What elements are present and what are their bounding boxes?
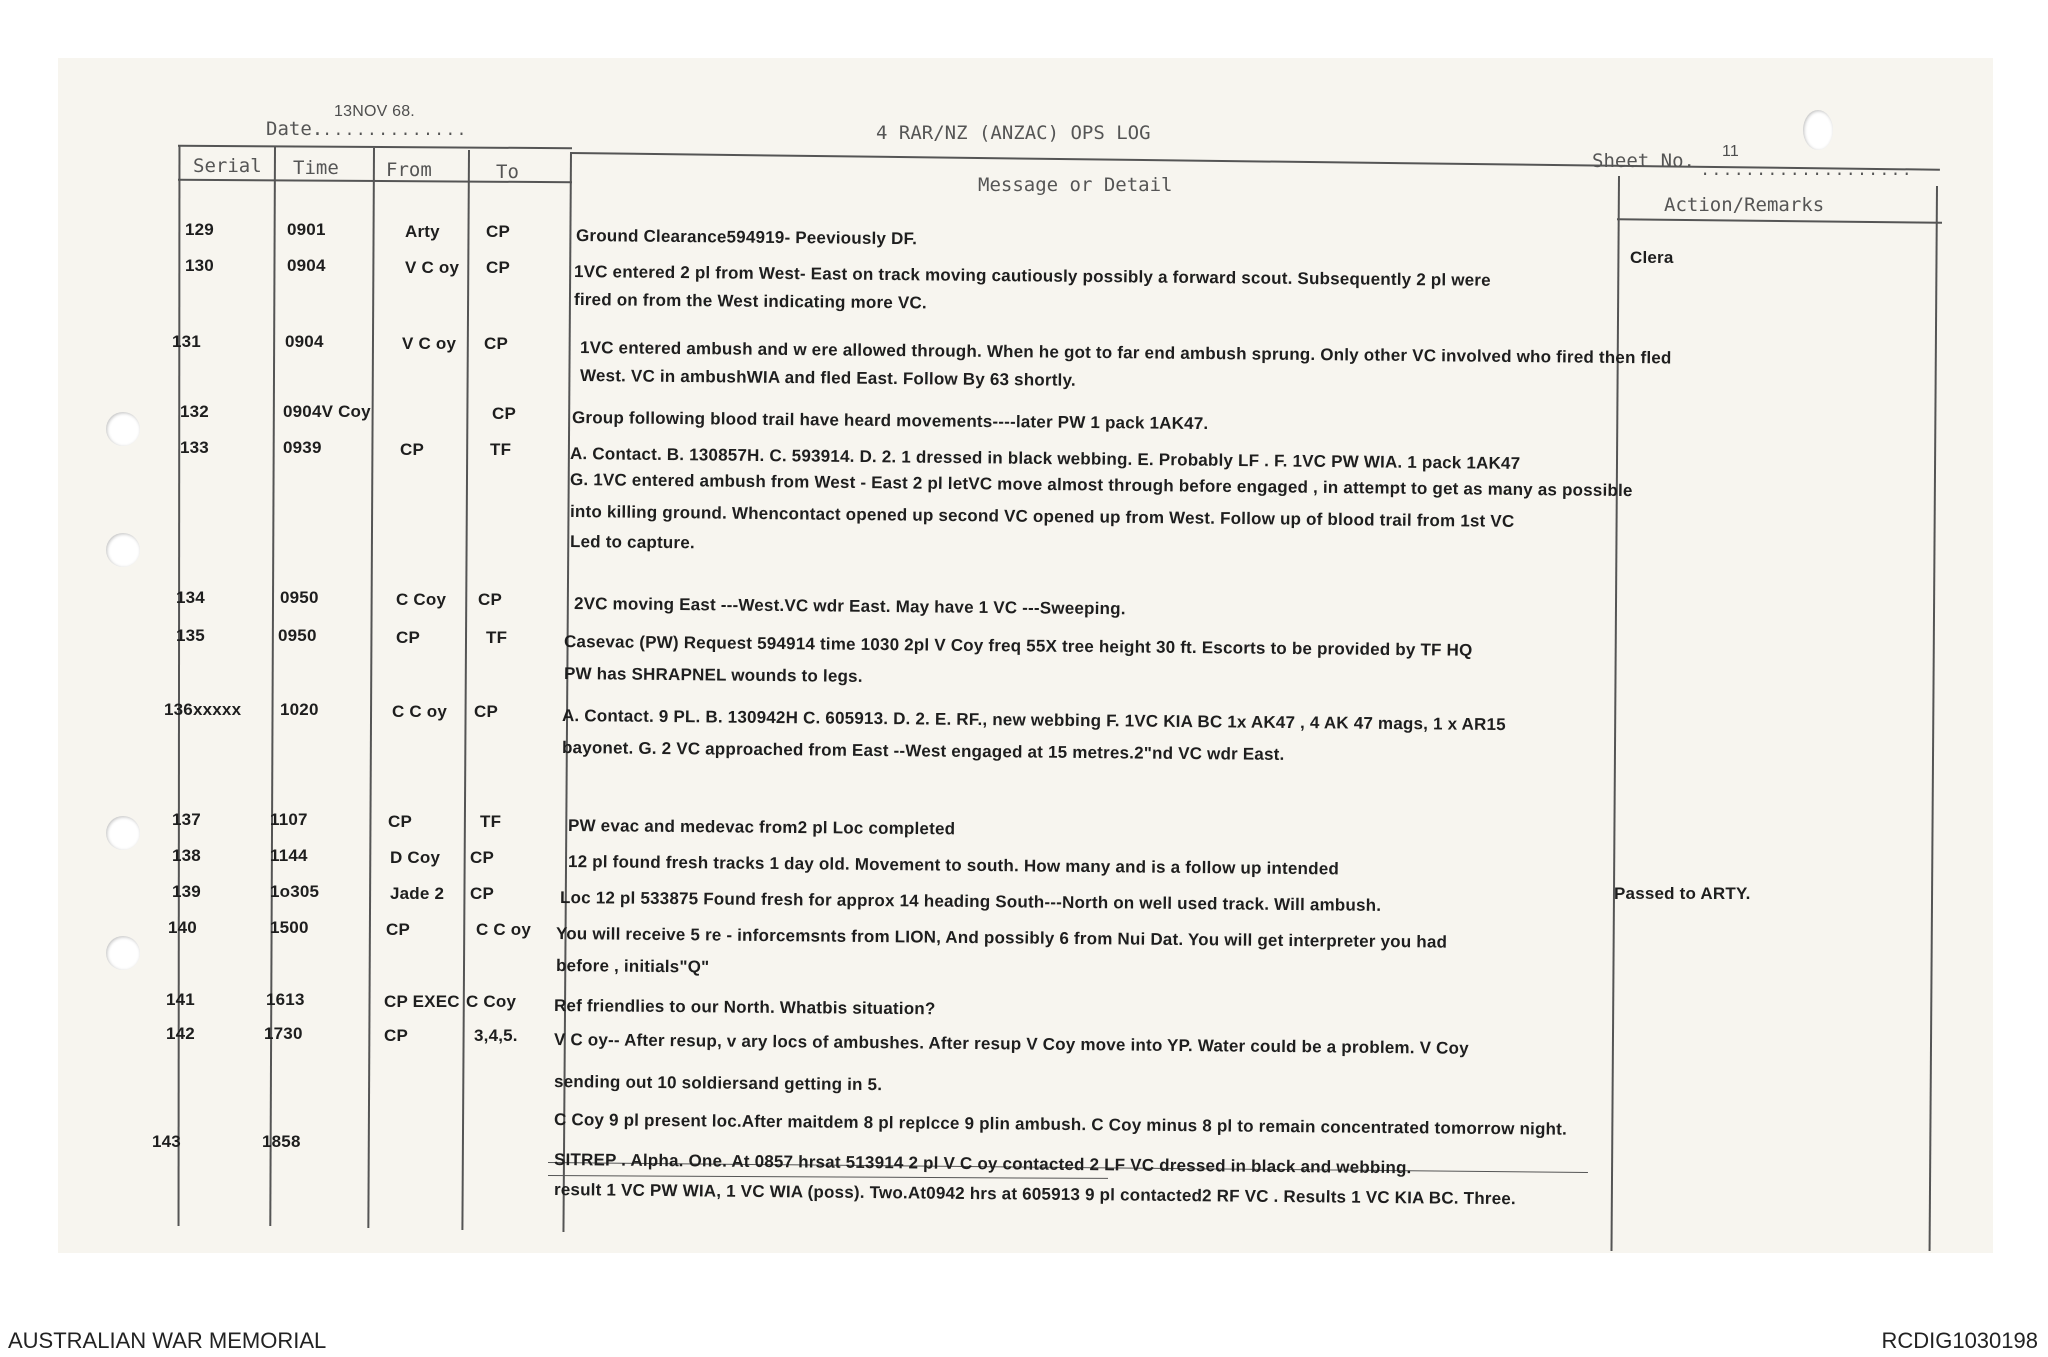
entry-message-line: Group following blood trail have heard movements----later PW 1 pack 1AK47. <box>571 408 1209 434</box>
entry-message-line: 1VC entered ambush and w ere allowed through. When he got to far end ambush sprung. Only other VC involved who fired then fled <box>579 338 1672 368</box>
entry-to: CP <box>484 334 509 353</box>
entry-time: 0950 <box>280 588 319 607</box>
entry-from: CP <box>384 1026 409 1045</box>
punch-hole <box>1803 110 1833 150</box>
entry-message-line: PW has SHRAPNEL wounds to legs. <box>563 664 863 686</box>
entry-time: 0904 <box>287 256 326 275</box>
entry-message-line: 12 pl found fresh tracks 1 day old. Movement to south. How many and is a follow up intended <box>567 852 1340 879</box>
punch-hole <box>106 412 140 446</box>
entry-serial: 141 <box>166 990 195 1009</box>
entry-from: CP <box>400 440 425 459</box>
entry-time: 0901 <box>287 220 326 239</box>
entry-message-line: G. 1VC entered ambush from West - East 2 pl letVC move almost through before engaged , in attempt to get as many as possible <box>569 470 1633 501</box>
entry-message-line: fired on from the West indicating more VC. <box>573 290 927 313</box>
entry-time: 1107 <box>270 810 308 829</box>
column-header-from: From <box>386 159 432 181</box>
date-value: 13NOV 68. <box>334 103 415 120</box>
entry-serial: 137 <box>172 810 201 829</box>
entry-to: C Coy <box>466 992 517 1011</box>
entry-from: CP EXEC <box>384 992 460 1011</box>
column-header-time: Time <box>293 157 339 179</box>
entry-message-line: A. Contact. B. 130857H. C. 593914. D. 2. 1 dressed in black webbing. E. Probably LF . F. 1VC PW WIA. 1 pack 1AK47 <box>569 444 1521 473</box>
entry-serial: 129 <box>185 220 214 239</box>
entry-message-line: 2VC moving East ---West.VC wdr East. May have 1 VC ---Sweeping. <box>573 594 1126 619</box>
entry-message-line: sending out 10 soldiersand getting in 5. <box>553 1072 883 1095</box>
entry-from: V C oy <box>405 258 460 277</box>
entry-serial: 139 <box>172 882 201 901</box>
entry-time: 1o305 <box>270 882 320 901</box>
entry-time: 1144 <box>270 846 308 865</box>
entry-message-line: You will receive 5 re - inforcemsnts from LION, And possibly 6 from Nui Dat. You will get interpreter you had <box>555 924 1448 952</box>
punch-hole <box>106 533 140 567</box>
archive-reference: RCDIG1030198 <box>1881 1328 2038 1353</box>
entry-message-line: Ground Clearance594919- Peeviously DF. <box>575 226 918 249</box>
date-dots: ............. <box>322 122 468 141</box>
entry-message-line: Ref friendlies to our North. Whatbis situation? <box>553 996 936 1019</box>
archive-credit: AUSTRALIAN WAR MEMORIAL <box>8 1328 327 1353</box>
entry-serial: 132 <box>180 402 209 421</box>
entry-message-line: West. VC in ambushWIA and fled East. Follow By 63 shortly. <box>579 366 1076 390</box>
entry-to: TF <box>486 628 508 647</box>
entry-to: 3,4,5. <box>474 1026 518 1045</box>
entry-from: Jade 2 <box>390 884 445 903</box>
entry-message-line: before , initials"Q" <box>555 956 710 977</box>
entry-serial: 130 <box>185 256 214 275</box>
entry-to: CP <box>470 848 495 867</box>
entry-message-line: Led to capture. <box>569 532 695 553</box>
date-label: Date. <box>266 118 324 140</box>
entry-serial: 143 <box>152 1132 181 1151</box>
entry-message-line: V C oy-- After resup, v ary locs of ambushes. After resup V Coy move into YP. Water could be a problem. V Coy <box>553 1030 1469 1058</box>
column-header-to: To <box>496 161 519 183</box>
entry-from: CP <box>396 628 421 647</box>
entry-serial: 135 <box>176 626 205 645</box>
entry-message-line: 1VC entered 2 pl from West- East on track moving cautiously possibly a forward scout. Subsequently 2 pl were <box>573 262 1491 290</box>
entry-to: C C oy <box>476 920 532 939</box>
document-title: 4 RAR/NZ (ANZAC) OPS LOG <box>876 122 1151 144</box>
entry-serial: 138 <box>172 846 201 865</box>
entry-message-line: SITREP . Alpha. One. At 0857 hrsat 513914 2 pl V C oy contacted 2 LF VC dressed in black and webbing. <box>553 1150 1412 1178</box>
entry-message-line: bayonet. G. 2 VC approached from East --West engaged at 15 metres.2"nd VC wdr East. <box>561 738 1285 764</box>
entry-to: CP <box>474 702 499 721</box>
entry-to: TF <box>480 812 502 831</box>
entry-serial: 140 <box>168 918 197 937</box>
entry-serial: 142 <box>166 1024 195 1043</box>
entry-from: V C oy <box>402 334 457 353</box>
entry-to: CP <box>486 222 511 241</box>
entry-action-remark: Clera <box>1630 248 1674 267</box>
entry-from: CP <box>386 920 411 939</box>
column-header-action: Action/Remarks <box>1664 194 1825 216</box>
entry-time: 1730 <box>264 1024 303 1043</box>
column-header-serial: Serial <box>193 155 262 177</box>
entry-serial: 134 <box>176 588 205 607</box>
sheet-value: 11 <box>1722 143 1740 160</box>
entry-message-line: C Coy 9 pl present loc.After maitdem 8 pl replcce 9 plin ambush. C Coy minus 8 pl to remain concentrated tomorrow night. <box>553 1110 1568 1139</box>
entry-time: 0904 <box>285 332 324 351</box>
entry-message-line: Loc 12 pl 533875 Found fresh for approx 14 heading South---North on well used track. Will ambush. <box>559 888 1382 915</box>
entry-action-remark: Passed to ARTY. <box>1614 884 1751 903</box>
entry-serial: 133 <box>180 438 209 457</box>
entry-message-line: into killing ground. Whencontact opened up second VC opened up from West. Follow up of blood trail from 1st VC <box>569 502 1515 531</box>
entry-to: CP <box>470 884 495 903</box>
entry-from: C Coy <box>396 590 447 609</box>
entry-serial: 131 <box>172 332 201 351</box>
entry-time: 1500 <box>270 918 309 937</box>
punch-hole <box>106 816 140 850</box>
entry-to: CP <box>478 590 503 609</box>
entry-time: 1858 <box>262 1132 301 1151</box>
entry-from: D Coy <box>390 848 441 867</box>
entry-to: CP <box>492 404 517 423</box>
entry-time: 0950 <box>278 626 317 645</box>
entry-to: TF <box>490 440 512 459</box>
entry-from: CP <box>388 812 413 831</box>
entry-message-line: A. Contact. 9 PL. B. 130942H C. 605913. D. 2. E. RF., new webbing F. 1VC KIA BC 1x AK47 , 4 AK 47 mags, 1 x AR15 <box>561 706 1506 735</box>
entry-from: Arty <box>405 222 440 241</box>
sheet-label: Sheet No. <box>1592 150 1695 172</box>
column-header-message: Message or Detail <box>978 174 1173 196</box>
sheet-dots: ................... <box>1700 162 1913 181</box>
entry-time: 1613 <box>266 990 305 1009</box>
entry-message-line: Casevac (PW) Request 594914 time 1030 2pl V Coy freq 55X tree height 30 ft. Escorts to be provided by TF HQ <box>563 632 1473 660</box>
entry-serial: 136xxxxx <box>164 700 242 719</box>
entry-from: C C oy <box>392 702 448 721</box>
entry-message-line: result 1 VC PW WIA, 1 VC WIA (poss). Two.At0942 hrs at 605913 9 pl contacted2 RF VC . Results 1 VC KIA BC. Three. <box>553 1180 1516 1209</box>
punch-hole <box>106 936 140 970</box>
entry-message-line: PW evac and medevac from2 pl Loc completed <box>567 816 956 839</box>
entry-time: 1020 <box>280 700 319 719</box>
entry-time: 0904V Coy <box>283 402 371 421</box>
entry-time: 0939 <box>283 438 322 457</box>
entry-to: CP <box>486 258 511 277</box>
